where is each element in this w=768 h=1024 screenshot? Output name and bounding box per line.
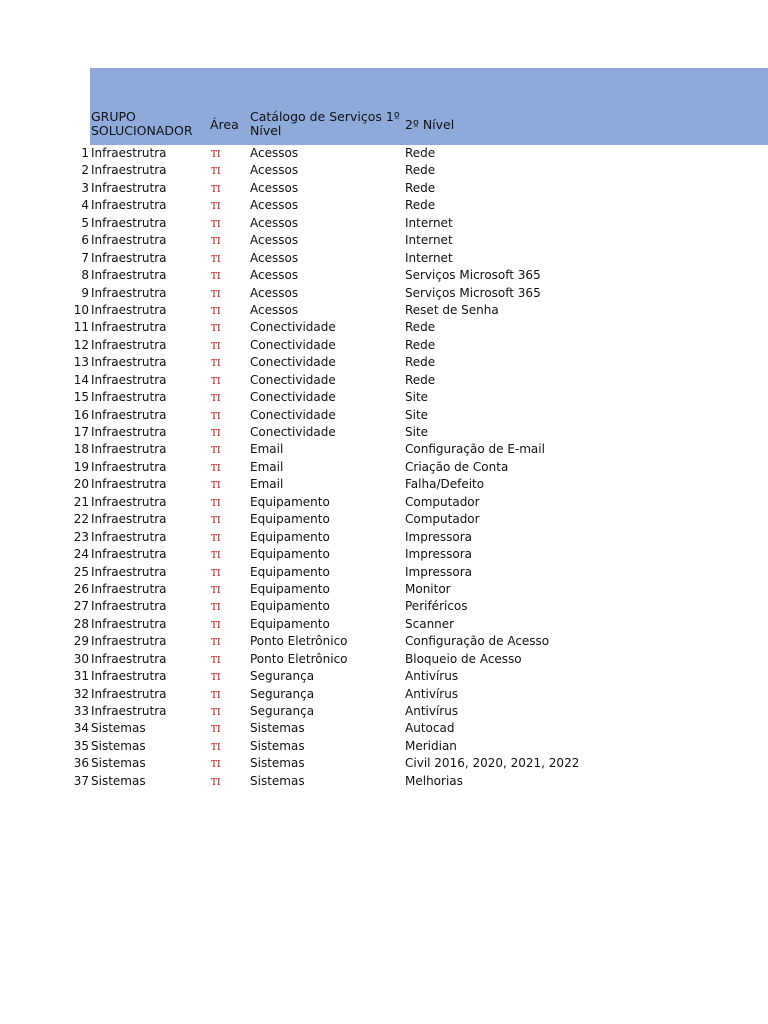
cell-catalogo: Conectividade [250, 337, 336, 352]
cell-area: TI [211, 254, 221, 265]
cell-catalogo: Equipamento [250, 494, 330, 509]
table-row [0, 354, 768, 371]
cell-grupo: Sistemas [91, 738, 146, 753]
cell-nivel2: Falha/Defeito [405, 477, 485, 492]
cell-grupo: Infraestrutra [91, 233, 167, 248]
cell-nivel2: Rede [405, 163, 436, 178]
table-row [0, 581, 768, 598]
cell-grupo: Infraestrutra [91, 250, 167, 265]
cell-catalogo: Acessos [250, 198, 299, 213]
table-row [0, 250, 768, 267]
row-number: 29 [73, 634, 89, 649]
cell-area: TI [211, 202, 221, 213]
cell-area: TI [211, 324, 221, 335]
cell-nivel2: Internet [405, 233, 453, 248]
cell-area: TI [211, 429, 221, 439]
row-number: 14 [73, 372, 89, 387]
cell-nivel2: Rede [405, 355, 436, 370]
cell-catalogo: Acessos [250, 233, 299, 248]
row-number: 25 [73, 564, 89, 579]
row-number: 35 [73, 738, 89, 753]
cell-area: TI [211, 167, 221, 178]
cell-nivel2: Configuração de E-mail [405, 442, 545, 457]
table-row [0, 494, 768, 511]
cell-catalogo: Equipamento [250, 581, 330, 596]
table-row [0, 633, 768, 650]
cell-nivel2: Rede [405, 146, 436, 160]
cell-grupo: Infraestrutra [91, 180, 167, 195]
cell-catalogo: Segurança [250, 704, 315, 718]
cell-catalogo: Acessos [250, 285, 299, 300]
cell-nivel2: Configuração de Acesso [405, 634, 550, 649]
cell-catalogo: Acessos [250, 215, 299, 230]
row-number: 15 [73, 390, 89, 405]
table-row [0, 267, 768, 284]
cell-grupo: Infraestrutra [91, 285, 167, 300]
cell-nivel2: Autocad [405, 721, 455, 736]
table-row [0, 564, 768, 581]
row-number: 27 [73, 599, 89, 614]
cell-area: TI [211, 150, 221, 160]
cell-grupo: Infraestrutra [91, 686, 167, 701]
table-row [0, 389, 768, 406]
cell-catalogo: Sistemas [250, 773, 305, 788]
table-row [0, 529, 768, 546]
table-row [0, 337, 768, 354]
header-area: Área [210, 117, 239, 132]
cell-nivel2: Serviços Microsoft 365 [405, 285, 541, 300]
header-segundo-nivel: 2º Nível [405, 117, 455, 132]
table-row [0, 755, 768, 772]
cell-nivel2: Impressora [405, 547, 473, 562]
row-number: 34 [73, 721, 89, 736]
cell-catalogo: Ponto Eletrônico [250, 634, 348, 649]
cell-grupo: Infraestrutra [91, 268, 167, 283]
row-number: 4 [81, 198, 89, 213]
row-number: 22 [73, 512, 89, 527]
cell-nivel2: Antivírus [405, 669, 459, 684]
cell-grupo: Infraestrutra [91, 477, 167, 492]
cell-area: TI [211, 533, 221, 544]
row-number: 37 [73, 773, 89, 788]
cell-area: TI [211, 341, 221, 352]
cell-area: TI [211, 760, 221, 771]
row-number: 2 [81, 163, 89, 178]
table-row [0, 372, 768, 389]
cell-grupo: Infraestrutra [91, 163, 167, 178]
cell-nivel2: Rede [405, 320, 436, 335]
cell-nivel2: Serviços Microsoft 365 [405, 268, 541, 283]
cell-nivel2: Melhorias [405, 773, 463, 788]
row-number: 1 [81, 146, 89, 160]
cell-nivel2: Rede [405, 337, 436, 352]
cell-nivel2: Impressora [405, 529, 473, 544]
cell-area: TI [211, 603, 221, 614]
table-row [0, 511, 768, 528]
cell-nivel2: Reset de Senha [405, 302, 499, 317]
row-number: 31 [73, 669, 89, 684]
cell-nivel2: Rede [405, 180, 436, 195]
row-number: 7 [81, 250, 89, 265]
cell-grupo: Infraestrutra [91, 355, 167, 370]
table-row [0, 441, 768, 458]
cell-nivel2: Bloqueio de Acesso [405, 651, 522, 666]
cell-catalogo: Acessos [250, 180, 299, 195]
cell-grupo: Infraestrutra [91, 302, 167, 317]
cell-nivel2: Scanner [405, 616, 455, 631]
cell-area: TI [211, 463, 221, 474]
cell-area: TI [211, 673, 221, 684]
cell-area: TI [211, 498, 221, 509]
cell-area: TI [211, 777, 221, 788]
row-number: 3 [81, 180, 89, 195]
cell-area: TI [211, 516, 221, 527]
cell-grupo: Infraestrutra [91, 372, 167, 387]
row-number: 21 [73, 494, 89, 509]
cell-nivel2: Rede [405, 372, 436, 387]
cell-catalogo: Equipamento [250, 599, 330, 614]
cell-grupo: Infraestrutra [91, 512, 167, 527]
cell-area: TI [211, 551, 221, 562]
table-row [0, 319, 768, 336]
table-row [0, 720, 768, 737]
cell-nivel2: Impressora [405, 564, 473, 579]
cell-area: TI [211, 655, 221, 666]
table-row [0, 476, 768, 493]
cell-nivel2: Meridian [405, 738, 457, 753]
cell-catalogo: Equipamento [250, 616, 330, 631]
row-number: 32 [73, 686, 89, 701]
row-number: 8 [81, 268, 89, 283]
cell-catalogo: Conectividade [250, 390, 336, 405]
cell-area: TI [211, 620, 221, 631]
cell-catalogo: Acessos [250, 250, 299, 265]
cell-catalogo: Email [250, 477, 284, 492]
table-row [0, 668, 768, 685]
cell-catalogo: Segurança [250, 669, 315, 684]
cell-catalogo: Sistemas [250, 756, 305, 771]
cell-grupo: Sistemas [91, 721, 146, 736]
cell-area: TI [211, 708, 221, 718]
cell-grupo: Sistemas [91, 773, 146, 788]
cell-area: TI [211, 376, 221, 387]
cell-nivel2: Monitor [405, 581, 451, 596]
table-row [0, 302, 768, 319]
cell-catalogo: Sistemas [250, 738, 305, 753]
table-row [0, 285, 768, 302]
cell-catalogo: Equipamento [250, 564, 330, 579]
row-number: 5 [81, 215, 89, 230]
cell-area: TI [211, 725, 221, 736]
cell-catalogo: Sistemas [250, 721, 305, 736]
cell-grupo: Infraestrutra [91, 599, 167, 614]
cell-area: TI [211, 481, 221, 492]
cell-grupo: Infraestrutra [91, 215, 167, 230]
header-catalogo-servicos: Catálogo de Serviços 1º Nível [250, 109, 400, 138]
cell-grupo: Infraestrutra [91, 337, 167, 352]
cell-grupo: Infraestrutra [91, 634, 167, 649]
table-row [0, 180, 768, 197]
cell-area: TI [211, 568, 221, 579]
row-number: 9 [81, 285, 89, 300]
row-number: 17 [73, 425, 89, 439]
row-number: 10 [73, 302, 89, 317]
cell-catalogo: Conectividade [250, 355, 336, 370]
cell-area: TI [211, 690, 221, 701]
cell-grupo: Infraestrutra [91, 442, 167, 457]
cell-catalogo: Conectividade [250, 407, 336, 422]
cell-grupo: Infraestrutra [91, 669, 167, 684]
cell-catalogo: Equipamento [250, 512, 330, 527]
cell-catalogo: Acessos [250, 146, 299, 160]
row-number: 30 [73, 651, 89, 666]
cell-grupo: Infraestrutra [91, 459, 167, 474]
cell-catalogo: Equipamento [250, 529, 330, 544]
row-number: 36 [73, 756, 89, 771]
row-number: 6 [81, 233, 89, 248]
cell-grupo: Infraestrutra [91, 146, 167, 160]
cell-nivel2: Site [405, 390, 429, 405]
table-row [0, 459, 768, 476]
cell-grupo: Infraestrutra [91, 547, 167, 562]
table-body [0, 145, 768, 790]
cell-nivel2: Criação de Conta [405, 459, 509, 474]
header-grupo-solucionador: GRUPO SOLUCIONADOR [91, 109, 193, 138]
row-number: 24 [73, 547, 89, 562]
cell-nivel2: Internet [405, 250, 453, 265]
cell-catalogo: Conectividade [250, 372, 336, 387]
cell-nivel2: Site [405, 425, 429, 439]
cell-nivel2: Antivírus [405, 704, 459, 718]
cell-grupo: Infraestrutra [91, 704, 167, 718]
cell-area: TI [211, 219, 221, 230]
cell-nivel2: Internet [405, 215, 453, 230]
cell-grupo: Infraestrutra [91, 425, 167, 439]
cell-area: TI [211, 306, 221, 317]
cell-area: TI [211, 272, 221, 283]
cell-grupo: Infraestrutra [91, 494, 167, 509]
cell-catalogo: Conectividade [250, 320, 336, 335]
cell-catalogo: Acessos [250, 268, 299, 283]
cell-catalogo: Acessos [250, 302, 299, 317]
cell-grupo: Sistemas [91, 756, 146, 771]
table-row [0, 407, 768, 424]
cell-area: TI [211, 289, 221, 300]
table-row [0, 616, 768, 633]
cell-grupo: Infraestrutra [91, 390, 167, 405]
cell-catalogo: Email [250, 442, 284, 457]
cell-catalogo: Email [250, 459, 284, 474]
table-row [0, 773, 768, 790]
cell-area: TI [211, 742, 221, 753]
cell-area: TI [211, 585, 221, 596]
table-row [0, 162, 768, 179]
cell-area: TI [211, 638, 221, 649]
table-row [0, 145, 768, 162]
table-row [0, 546, 768, 563]
row-number: 19 [73, 459, 89, 474]
table-row [0, 424, 768, 441]
cell-grupo: Infraestrutra [91, 651, 167, 666]
row-number: 33 [73, 704, 89, 718]
cell-nivel2: Site [405, 407, 429, 422]
cell-grupo: Infraestrutra [91, 616, 167, 631]
cell-catalogo: Equipamento [250, 547, 330, 562]
row-number: 11 [73, 320, 89, 335]
cell-nivel2: Periféricos [405, 599, 468, 614]
table-row [0, 598, 768, 615]
table-row [0, 197, 768, 214]
cell-nivel2: Computador [405, 512, 480, 527]
cell-nivel2: Civil 2016, 2020, 2021, 2022 [405, 756, 580, 771]
cell-area: TI [211, 446, 221, 457]
cell-area: TI [211, 237, 221, 248]
cell-area: TI [211, 359, 221, 370]
cell-grupo: Infraestrutra [91, 564, 167, 579]
cell-grupo: Infraestrutra [91, 320, 167, 335]
cell-catalogo: Acessos [250, 163, 299, 178]
row-number: 28 [73, 616, 89, 631]
cell-grupo: Infraestrutra [91, 407, 167, 422]
cell-grupo: Infraestrutra [91, 198, 167, 213]
row-number: 13 [73, 355, 89, 370]
row-number: 12 [73, 337, 89, 352]
table-row [0, 738, 768, 755]
row-number: 23 [73, 529, 89, 544]
cell-catalogo: Ponto Eletrônico [250, 651, 348, 666]
row-number: 20 [73, 477, 89, 492]
cell-catalogo: Segurança [250, 686, 315, 701]
table-row [0, 686, 768, 703]
cell-catalogo: Conectividade [250, 425, 336, 439]
cell-nivel2: Antivírus [405, 686, 459, 701]
cell-area: TI [211, 411, 221, 422]
table-row [0, 651, 768, 668]
row-number: 26 [73, 581, 89, 596]
cell-grupo: Infraestrutra [91, 581, 167, 596]
table-row [0, 703, 768, 720]
cell-nivel2: Computador [405, 494, 480, 509]
row-number: 16 [73, 407, 89, 422]
cell-area: TI [211, 184, 221, 195]
table-row [0, 232, 768, 249]
row-number: 18 [73, 442, 89, 457]
cell-grupo: Infraestrutra [91, 529, 167, 544]
cell-nivel2: Rede [405, 198, 436, 213]
table-row [0, 215, 768, 232]
cell-area: TI [211, 394, 221, 405]
